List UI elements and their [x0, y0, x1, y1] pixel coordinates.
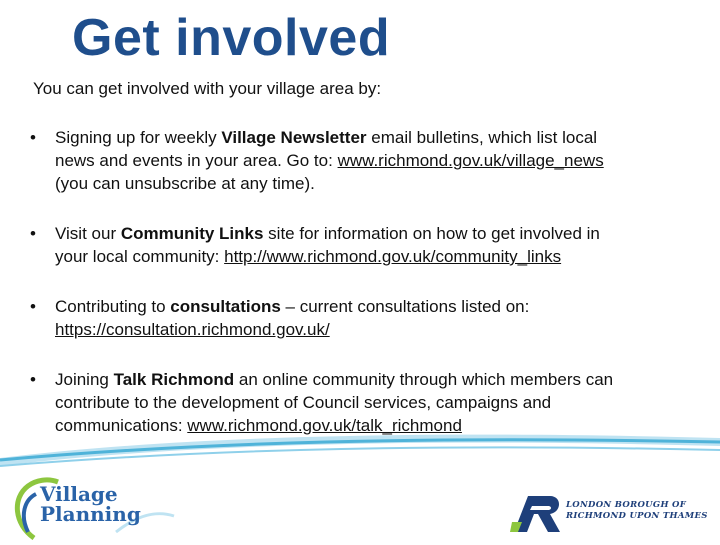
bullet-icon: •: [30, 128, 36, 147]
bullet-list: [30, 126, 720, 464]
bullet-icon: •: [30, 297, 36, 316]
community-links-label: Community Links: [120, 224, 264, 243]
consultations-label: consultations: [170, 297, 281, 316]
list-item-community-links: • Visit our Community Links site for information on how to get involved in your local community: http://www.richmond.gov.uk/community_links: [30, 224, 600, 266]
newsletter-label: Village Newsletter: [221, 128, 367, 147]
list-item-newsletter: • Signing up for weekly Village Newsletter email bulletins, which list local news and events in your area. Go to: www.richmond.gov.uk/village_news (you can unsubscribe at any time).: [30, 128, 604, 193]
list-item-consultations: • Contributing to consultations – current consultations listed on: https://consultation.richmond.gov.uk/: [30, 297, 530, 339]
richmond-council-r-icon: [510, 492, 564, 534]
talk-richmond-link[interactable]: www.richmond.gov.uk/talk_richmond: [187, 416, 462, 435]
village-news-link[interactable]: www.richmond.gov.uk/village_news: [337, 151, 604, 170]
richmond-council-logo-text: LONDON BOROUGH OF RICHMOND UPON THAMES: [566, 500, 708, 521]
page-title: Get involved: [72, 9, 391, 67]
talk-richmond-label: Talk Richmond: [113, 370, 235, 389]
consultation-link[interactable]: https://consultation.richmond.gov.uk/: [55, 320, 330, 339]
community-links-link[interactable]: http://www.richmond.gov.uk/community_links: [224, 247, 562, 266]
intro-text: You can get involved with your village area by:: [33, 79, 382, 98]
bullet-icon: •: [30, 224, 36, 243]
logo-village-word: Village: [40, 482, 118, 506]
list-item-talk-richmond: • Joining Talk Richmond an online community through which members can contribute to the development of Council services, campaigns and communications: www.richmond.gov.uk/talk_richmond: [30, 370, 614, 435]
footer-swoosh: [0, 428, 720, 468]
bullet-icon: •: [30, 370, 36, 389]
logo-planning-word: Planning: [40, 502, 141, 526]
village-planning-logo: [6, 472, 176, 540]
